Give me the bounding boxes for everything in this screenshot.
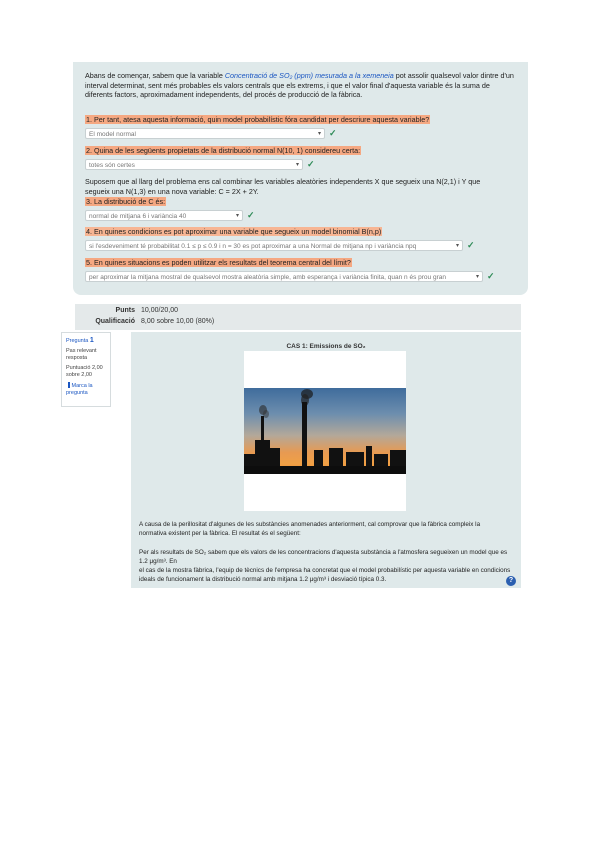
context-text: segueix una N(1,3) en una nova variable: C = 2X + 2Y. — [85, 186, 259, 196]
points-label: Punts — [115, 307, 135, 314]
case-paragraph-1: A causa de la perillositat d'algunes de les substàncies anomenades anteriorment, cal comprovar que la fàbrica compleix la normativa existent per la fàbrica. El resultat és el següent: — [139, 521, 481, 537]
grade-value: 8,00 sobre 10,00 (80%) — [141, 318, 215, 325]
chevron-down-icon: ▾ — [235, 213, 239, 219]
question-2-text: 2. Quina de les següents propietats de la distribució normal N(10, 1) considereu certa: — [86, 146, 361, 155]
question-4-text: 4. En quines condicions es pot aproximar una variable que segueix un model binomial B(n,p) — [86, 227, 382, 236]
context-text: Suposem que al llarg del problema ens cal combinar les variables aleatòries independents X que segueix una N(2,1) i Y que — [85, 177, 481, 186]
intro-text: Abans de començar, sabem que la variable — [85, 71, 223, 80]
question-status: Pas relevant resposta — [66, 347, 97, 361]
points-value: 10,00/20,00 — [141, 307, 178, 314]
chevron-down-icon: ▾ — [317, 131, 321, 137]
chevron-down-icon: ▾ — [295, 162, 299, 168]
chimney-sunset-photo — [244, 388, 406, 474]
intro-text: interval determinat, sent més probables els valors centrals que els extrems, i que el valor final d'aquesta variable és la suma de — [85, 80, 490, 90]
variable-link: Concentració de SO₂ (ppm) mesurada a la xemeneia — [224, 71, 394, 80]
case-title: CAS 1: Emissions de SO₂ — [286, 343, 366, 350]
question-1-answer: El model normal — [89, 131, 136, 138]
help-button[interactable]: ? — [506, 576, 516, 586]
case-paragraph-2: Per als resultats de SO₂ sabem que els valors de les concentracions d'aquesta substància a l'atmosfera segueixen un model que es 1.2 μg/m³. En el cas de la mostra fàbrica, l'equip de tècnics de l'empresa ha concretat que el model probabilístic per aquesta variable en condicions ideals de funcionament la distribució normal amb mitjana 1.2 μg/m³ i desviació típica 0.3. — [139, 549, 511, 583]
question-5-text: 5. En quines situacions es poden utilitzar els resultats del teorema central del límit? — [86, 258, 351, 267]
check-icon: ✓ — [307, 159, 315, 169]
question-5-select[interactable] — [85, 271, 483, 282]
check-icon: ✓ — [467, 240, 475, 250]
question-4-answer: si l'esdeveniment té probabilitat 0.1 ≤ p ≤ 0.9 i n = 30 es pot aproximar a una Normal de mitjana np i variància npq — [89, 243, 417, 250]
question-3-context — [85, 177, 518, 196]
question-5-answer: per aproximar la mitjana mostral de qualsevol mostra aleatòria simple, amb esperança i variància finita, quan n és prou gran — [89, 274, 446, 281]
flag-icon — [68, 382, 70, 388]
question-2-answer: totes són certes — [89, 162, 135, 169]
intro-paragraph — [85, 71, 518, 100]
flag-question-link[interactable]: Marca la pregunta — [66, 382, 93, 396]
question-3-text: 3. La distribució de C és: — [86, 197, 166, 206]
chimney-photo-frame — [244, 351, 406, 511]
quiz-review-card — [73, 62, 528, 295]
score-summary — [75, 304, 521, 330]
question-score: Puntuació 2,00 sobre 2,00 — [66, 364, 103, 378]
check-icon: ✓ — [487, 271, 495, 281]
question-1-text: 1. Per tant, atesa aquesta informació, quin model probabilístic fóra candidat per descriure aquesta variable? — [86, 115, 430, 124]
question-1-select[interactable] — [85, 128, 325, 139]
chevron-down-icon: ▾ — [455, 243, 459, 249]
industrial-skyline-silhouette — [244, 388, 406, 474]
chevron-down-icon: ▾ — [475, 274, 479, 280]
intro-text: pot assolir qualsevol valor dintre d'un — [395, 71, 514, 80]
case-panel — [131, 332, 521, 588]
question-info-box — [61, 332, 111, 407]
check-icon: ✓ — [247, 210, 255, 220]
grade-label: Qualificació — [95, 318, 135, 325]
question-3-answer: normal de mitjana 6 i variància 40 — [89, 213, 187, 220]
intro-text: diferents factors, aproximadament independents, del procés de producció de la fàbrica. — [85, 90, 363, 100]
question-3-select[interactable] — [85, 210, 243, 221]
question-4-select[interactable] — [85, 240, 463, 251]
question-number: Pregunta 1 — [66, 337, 94, 344]
question-2-select[interactable] — [85, 159, 303, 170]
check-icon: ✓ — [329, 128, 337, 138]
